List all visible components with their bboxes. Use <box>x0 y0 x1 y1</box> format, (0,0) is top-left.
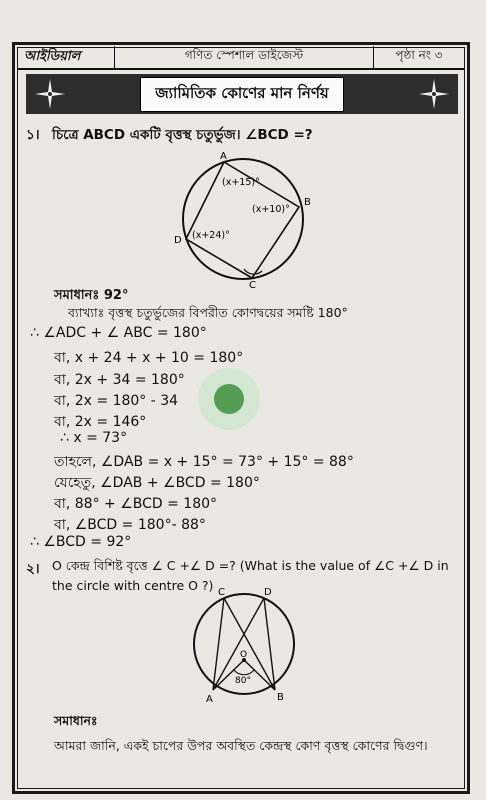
vertex-d-label: D <box>174 235 182 246</box>
solution-step: যেহেতু, ∠DAB + ∠BCD = 180° <box>54 475 260 491</box>
chapter-banner <box>26 74 458 114</box>
question-text: O কেন্দ্র বিশিষ্ট বৃত্তে ∠ C +∠ D =? (What is the value of ∠C +∠ D in <box>52 558 449 573</box>
angle-b-label: (x+10)° <box>252 204 290 215</box>
solution-label: সমাধানঃ <box>54 713 98 728</box>
circle-centre-figure <box>184 582 304 707</box>
brand-label: আইডিয়াল <box>24 48 81 64</box>
answer-text: আমরা জানি, একই চাপের উপর অবস্থিত কেন্দ্রস্থ কোণ বৃত্তস্থ কোণের দ্বিগুণ। <box>54 738 428 753</box>
solution-step: বা, 88° + ∠BCD = 180° <box>54 496 218 512</box>
chapter-title: জ্যামিতিক কোণের মান নির্ণয় <box>140 77 344 112</box>
solution-step: ∴ ∠ADC + ∠ ABC = 180° <box>30 325 207 341</box>
centre-o-label: O <box>240 650 248 660</box>
angle-a-label: (x+15)° <box>222 177 260 188</box>
watermark-logo <box>198 368 260 430</box>
vertex-d-label: D <box>264 587 272 598</box>
question-number: ২। <box>26 561 40 577</box>
solution-step: বা, 2x = 146° <box>54 414 147 430</box>
solution-step: ∴ x = 73° <box>60 430 128 446</box>
explanation-text: ব্যাখ্যাঃ বৃত্তস্থ চতুর্ভুজের বিপরীত কোণদ্বয়ের সমষ্টি 180° <box>68 305 348 320</box>
question-text: চিত্রে ABCD একটি বৃত্তস্থ চতুর্ভুজ। ∠BCD =? <box>52 127 313 143</box>
vertex-a-label: A <box>206 694 213 705</box>
question-text: the circle with centre O ?) <box>52 578 214 593</box>
solution-step: বা, ∠BCD = 180°- 88° <box>54 517 206 533</box>
cyclic-quadrilateral-figure <box>168 148 318 288</box>
question-number: ১। <box>26 127 40 143</box>
solution-step: ∴ ∠BCD = 92° <box>30 534 132 550</box>
solution-step: তাহলে, ∠DAB = x + 15° = 73° + 15° = 88° <box>54 454 354 470</box>
vertex-c-label: C <box>218 587 225 598</box>
solution-step: বা, 2x + 34 = 180° <box>54 372 185 388</box>
vertex-b-label: B <box>277 692 284 703</box>
page-header <box>18 46 464 70</box>
book-title: গণিত স্পেশাল ডাইজেস্ট <box>114 46 374 68</box>
compass-star-icon <box>418 78 450 110</box>
solution-label: সমাধানঃ 92° <box>54 288 129 303</box>
angle-d-label: (x+24)° <box>192 230 230 241</box>
page-number: পৃষ্ঠা নং ৩ <box>395 48 443 62</box>
solution-step: বা, 2x = 180° - 34 <box>54 393 179 409</box>
angle-aob-label: 80° <box>235 676 251 686</box>
solution-step: বা, x + 24 + x + 10 = 180° <box>54 350 244 366</box>
vertex-a-label: A <box>220 151 227 162</box>
vertex-c-label: C <box>249 280 256 288</box>
compass-star-icon <box>34 78 66 110</box>
vertex-b-label: B <box>304 197 311 208</box>
